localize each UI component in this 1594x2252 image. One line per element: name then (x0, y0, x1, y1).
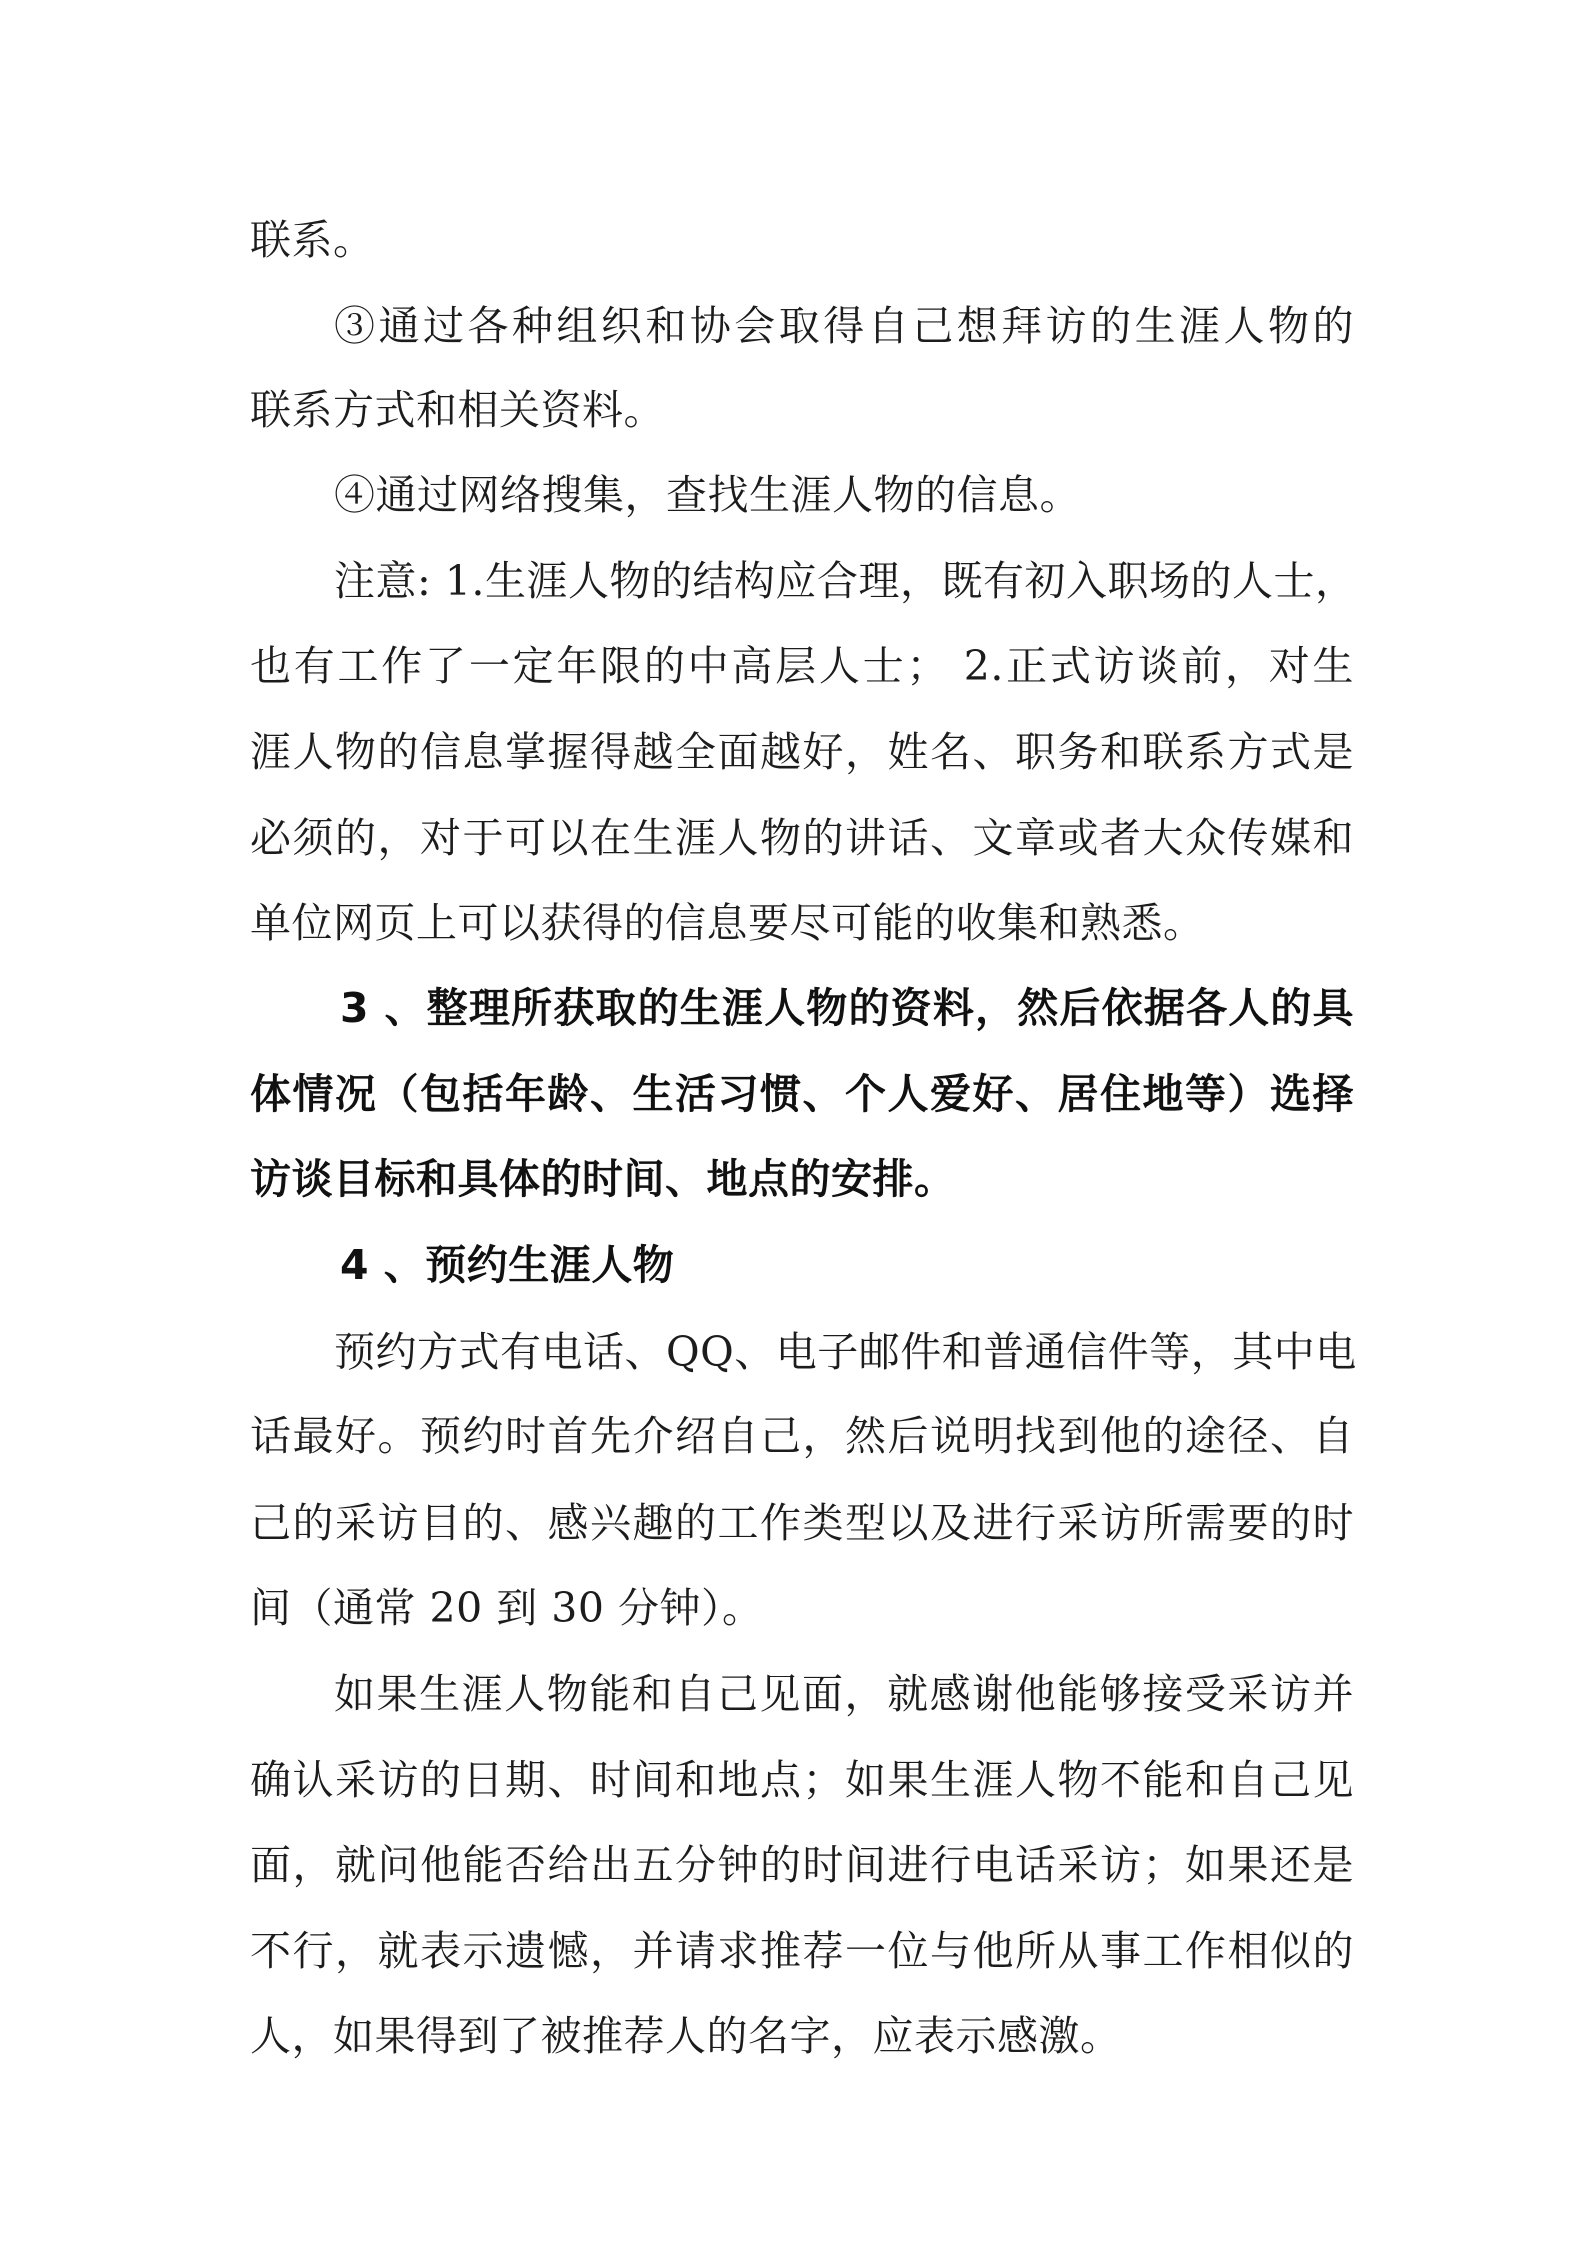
text-line: ④通过网络搜集，查找生涯人物的信息。 (334, 471, 1081, 519)
text-line: 联系方式和相关资料。 (250, 386, 665, 434)
text-line: 不行，就表示遗憾，并请求推荐一位与他所从事工作相似的 (250, 1927, 1354, 1975)
text-line: 话最好。预约时首先介绍自己，然后说明找到他的途径、自 (250, 1412, 1354, 1460)
text-line: 也有工作了一定年限的中高层人士； 2.正式访谈前，对生 (250, 642, 1354, 690)
text-line: 涯人物的信息掌握得越全面越好，姓名、职务和联系方式是 (250, 728, 1354, 776)
section-heading-4: 4 、预约生涯人物 (340, 1241, 675, 1289)
text-line: 联系。 (250, 216, 375, 264)
text-line: 必须的，对于可以在生涯人物的讲话、文章或者大众传媒和 (250, 814, 1354, 862)
text-line: 如果生涯人物能和自己见面，就感谢他能够接受采访并 (334, 1670, 1354, 1718)
text-line: 单位网页上可以获得的信息要尽可能的收集和熟悉。 (250, 899, 1205, 947)
text-line: 确认采访的日期、时间和地点；如果生涯人物不能和自己见 (250, 1756, 1354, 1804)
text-line: 己的采访目的、感兴趣的工作类型以及进行采访所需要的时 (250, 1499, 1354, 1547)
text-line: 预约方式有电话、QQ、电子邮件和普通信件等，其中电 (334, 1328, 1357, 1376)
text-line: 体情况（包括年龄、生活习惯、个人爱好、居住地等）选择 (250, 1070, 1354, 1118)
text-line: 注意: 1.生涯人物的结构应合理，既有初入职场的人士， (334, 557, 1357, 605)
section-heading-3: 3 、整理所获取的生涯人物的资料，然后依据各人的具 (340, 984, 1354, 1032)
text-line: 间（通常 20 到 30 分钟）。 (250, 1584, 764, 1632)
text-line: 访谈目标和具体的时间、地点的安排。 (250, 1155, 956, 1203)
text-line: 人，如果得到了被推荐人的名字，应表示感激。 (250, 2012, 1122, 2060)
text-line: ③通过各种组织和协会取得自己想拜访的生涯人物的 (334, 302, 1354, 350)
text-line: 面，就问他能否给出五分钟的时间进行电话采访；如果还是 (250, 1841, 1354, 1889)
